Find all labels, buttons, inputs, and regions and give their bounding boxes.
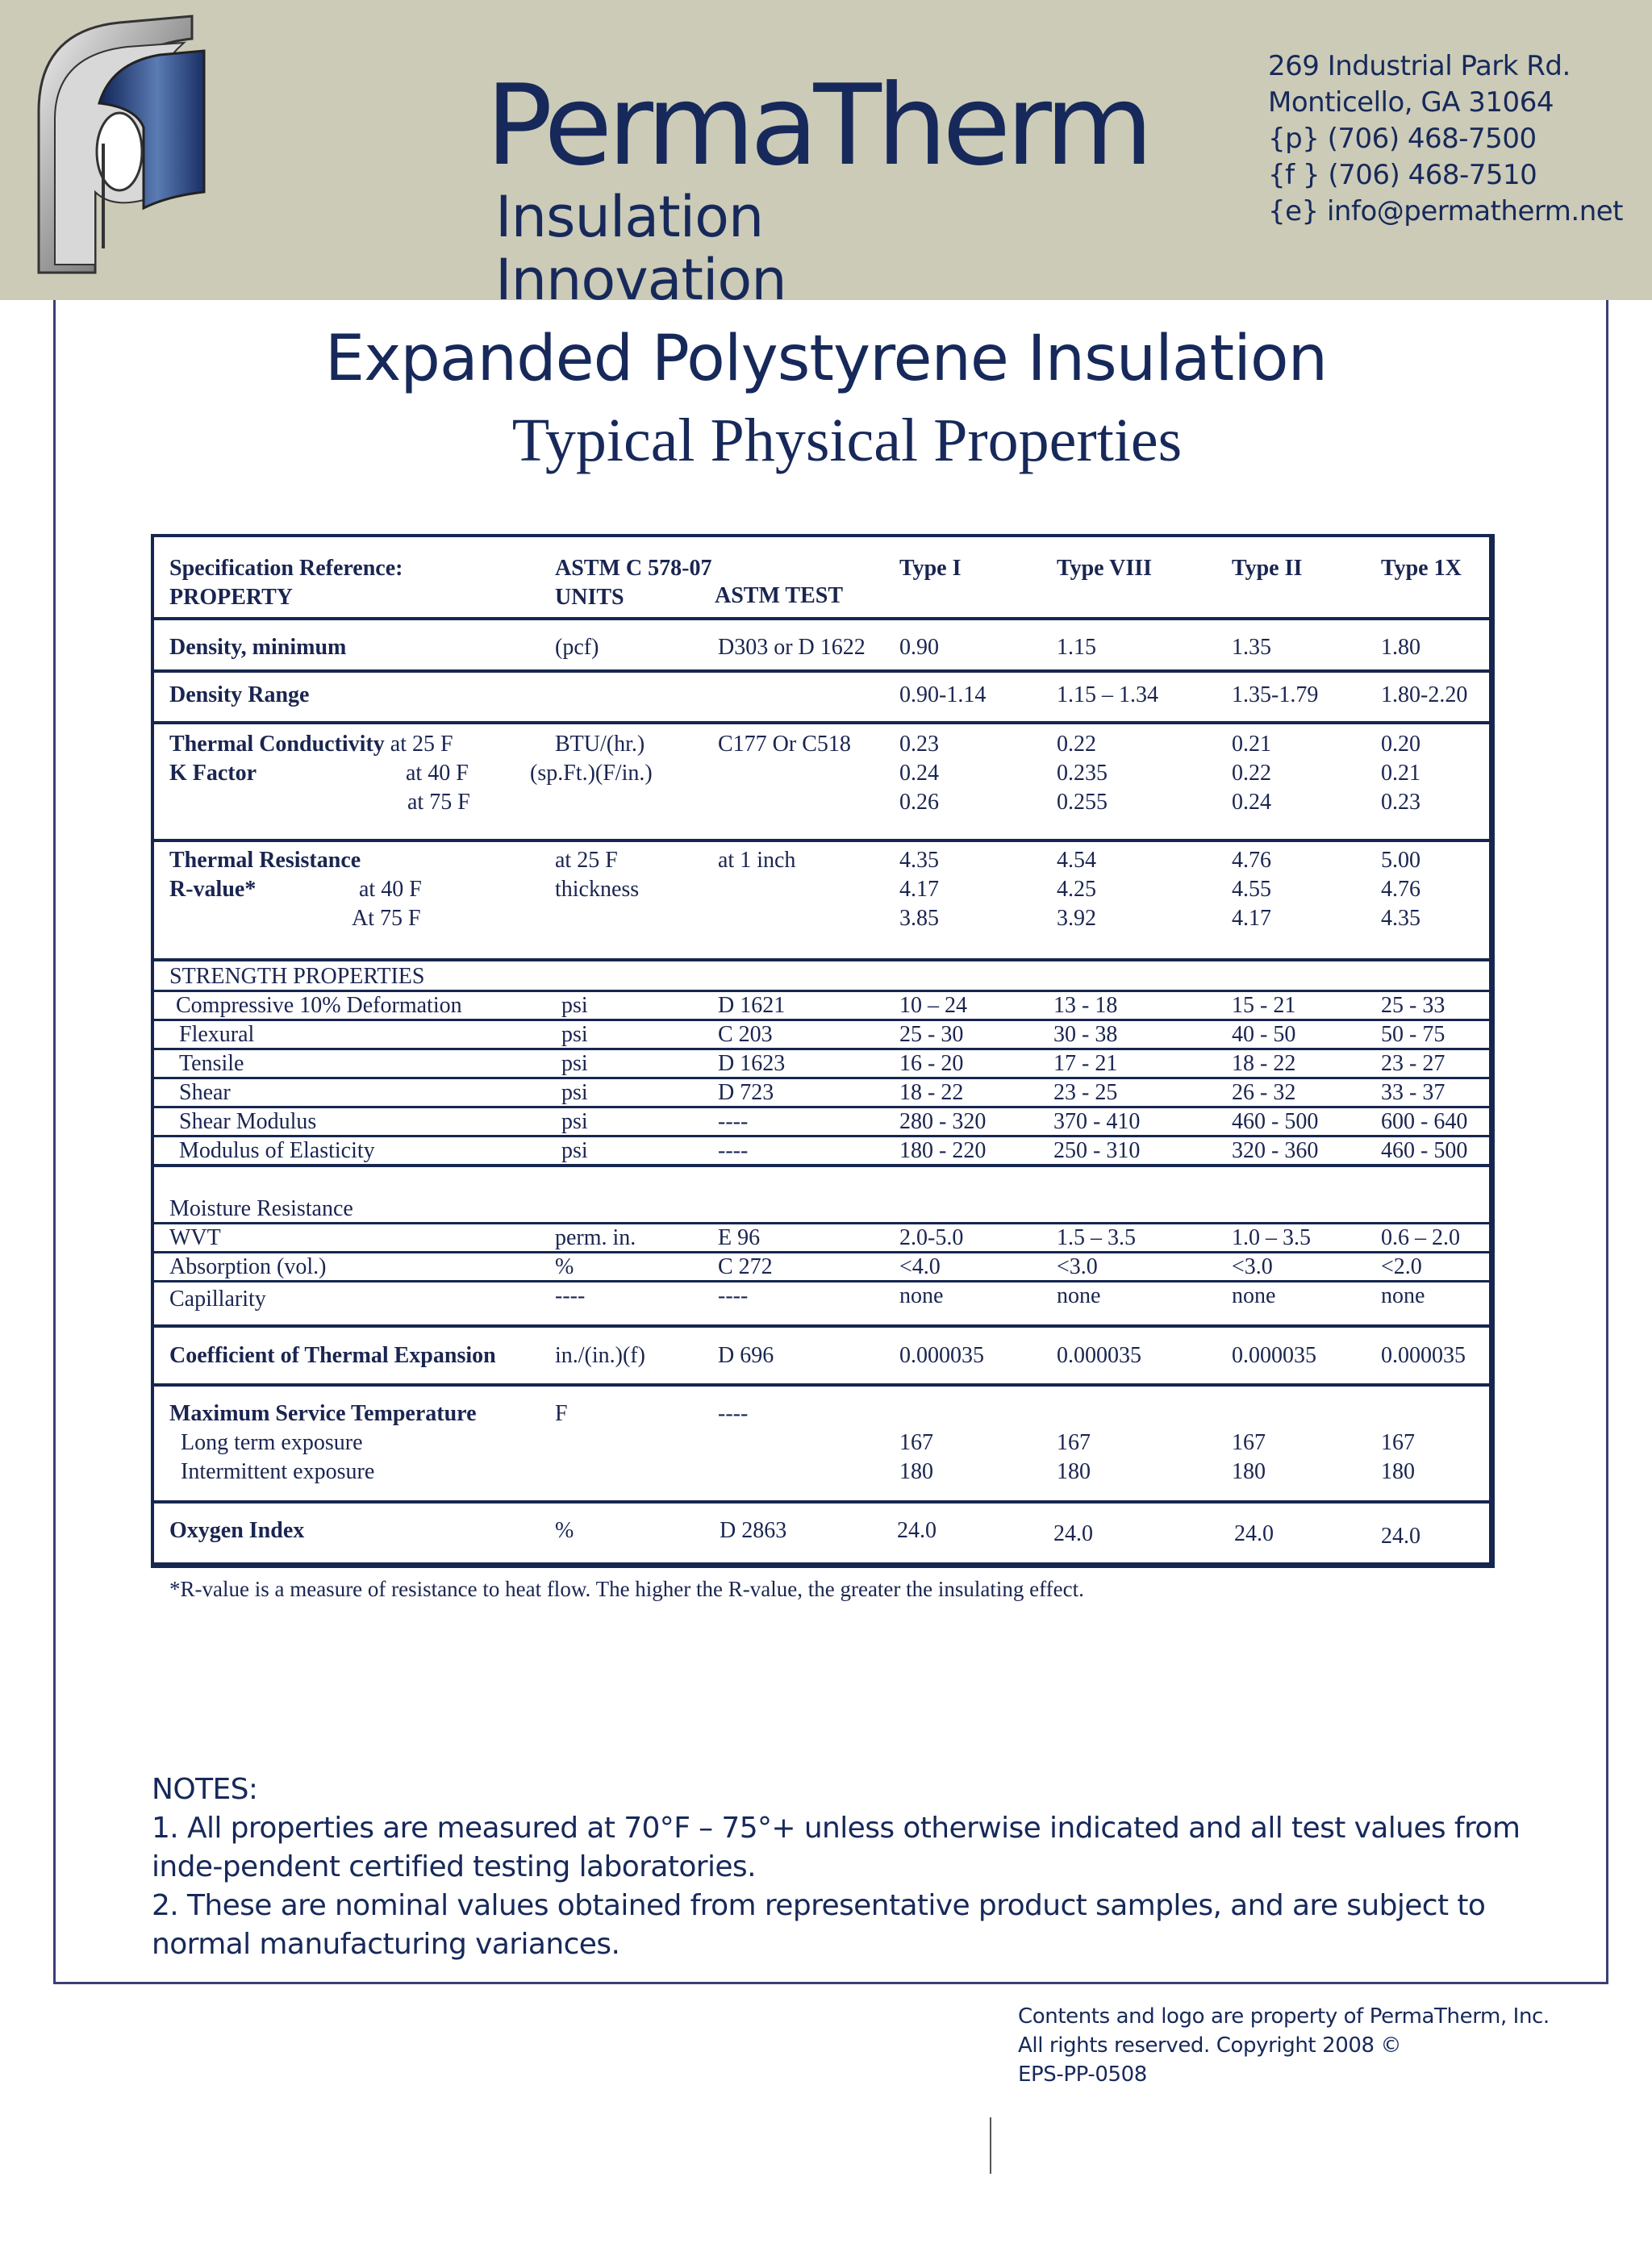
note-1: 1. All properties are measured at 70°F – 75°+ unless otherwise indicated and all test values from inde-pendent certified testing laboratories. (152, 1812, 1521, 1883)
table-divider (151, 617, 1495, 620)
moisture-row-type8: <3.0 (1057, 1254, 1098, 1279)
max-temp-label: Maximum Service Temperature (169, 1401, 477, 1426)
type-1x-header: Type 1X (1381, 556, 1462, 581)
tr-25-type1: 4.35 (899, 848, 939, 873)
moisture-row-units: ---- (555, 1283, 586, 1308)
strength-row-type2: 40 - 50 (1232, 1022, 1296, 1047)
strength-row-type8: 250 - 310 (1053, 1138, 1141, 1163)
table-divider (151, 669, 1495, 673)
thermal-conductivity-units-1: BTU/(hr.) (555, 732, 645, 757)
notes-heading: NOTES: (152, 1773, 258, 1806)
thermal-expansion-type1x: 0.000035 (1381, 1343, 1466, 1368)
density-min-test: D303 or D 1622 (718, 635, 866, 660)
page-header (0, 0, 1652, 313)
density-min-type2: 1.35 (1232, 635, 1271, 660)
density-range-type1: 0.90-1.14 (899, 682, 987, 707)
strength-row-type2: 18 - 22 (1232, 1051, 1296, 1076)
table-divider (151, 1324, 1495, 1328)
long-term-type1: 167 (899, 1430, 933, 1455)
moisture-row-type2: none (1232, 1283, 1276, 1308)
brand-tagline: Insulation Innovation (495, 184, 786, 313)
strength-row-units: psi (561, 1080, 588, 1105)
strength-row-test: ---- (718, 1109, 749, 1134)
strength-row-label: Shear (179, 1080, 231, 1105)
density-min-label: Density, minimum (169, 635, 347, 660)
brand-block (484, 60, 1149, 313)
table-divider (151, 839, 1495, 842)
long-term-label: Long term exposure (181, 1430, 363, 1455)
thermal-resistance-temp-40: at 40 F (359, 877, 422, 902)
address-fax: {f } (706) 468-7510 (1268, 159, 1537, 191)
moisture-row-label: WVT (169, 1225, 221, 1250)
oxygen-index-label: Oxygen Index (169, 1518, 305, 1543)
type-2-header: Type II (1232, 556, 1303, 581)
strength-section-title: STRENGTH PROPERTIES (169, 964, 425, 989)
strength-row-type1: 25 - 30 (899, 1022, 964, 1047)
tc-40-type2: 0.22 (1232, 761, 1271, 786)
tr-25-type8: 4.54 (1057, 848, 1096, 873)
strength-row-units: psi (561, 1138, 588, 1163)
moisture-row-type8: 1.5 – 3.5 (1057, 1225, 1136, 1250)
strength-row-type1: 16 - 20 (899, 1051, 964, 1076)
strength-row-type2: 460 - 500 (1232, 1109, 1319, 1134)
oxygen-index-type1x: 24.0 (1381, 1524, 1420, 1549)
tr-25-type1x: 5.00 (1381, 848, 1420, 873)
permatherm-logo-icon (23, 6, 216, 281)
tr-75-type8: 3.92 (1057, 906, 1096, 931)
address-city: Monticello, GA 31064 (1268, 86, 1554, 119)
astm-spec-label: ASTM C 578-07 (555, 556, 712, 581)
density-min-type8: 1.15 (1057, 635, 1096, 660)
strength-row-type1x: 25 - 33 (1381, 993, 1446, 1018)
tc-25-type1: 0.23 (899, 732, 939, 757)
moisture-row-test: ---- (718, 1283, 749, 1308)
intermittent-type2: 180 (1232, 1459, 1266, 1484)
k-factor-label: K Factor (169, 761, 257, 786)
tr-75-type1: 3.85 (899, 906, 939, 931)
thermal-expansion-units: in./(in.)(f) (555, 1343, 645, 1368)
strength-row-type1: 180 - 220 (899, 1138, 987, 1163)
document-code: EPS-PP-0508 (1018, 2062, 1147, 2087)
note-2: 2. These are nominal values obtained from representative product samples, and are subject to normal manufacturing variances. (152, 1889, 1486, 1961)
tc-75-type2: 0.24 (1232, 790, 1271, 815)
long-term-type1x: 167 (1381, 1430, 1415, 1455)
max-temp-test: ---- (718, 1401, 749, 1426)
intermittent-type1: 180 (899, 1459, 933, 1484)
strength-row-label: Modulus of Elasticity (179, 1138, 375, 1163)
thermal-resistance-units-2: thickness (555, 877, 640, 902)
tc-75-type1x: 0.23 (1381, 790, 1420, 815)
strength-row-label: Flexural (179, 1022, 255, 1047)
thermal-conductivity-test: C177 Or C518 (718, 732, 851, 757)
oxygen-index-type8: 24.0 (1053, 1521, 1093, 1546)
thermal-conductivity-temp-75: at 75 F (407, 790, 470, 815)
strength-row-type8: 370 - 410 (1053, 1109, 1141, 1134)
address-phone: {p} (706) 468-7500 (1268, 123, 1537, 155)
moisture-row-test: E 96 (718, 1225, 761, 1250)
strength-row-label: Shear Modulus (179, 1109, 317, 1134)
strength-row-type1x: 460 - 500 (1381, 1138, 1468, 1163)
strength-row-type1: 10 – 24 (899, 993, 967, 1018)
moisture-row-test: C 272 (718, 1254, 773, 1279)
thermal-expansion-type1: 0.000035 (899, 1343, 984, 1368)
strength-row-label: Compressive 10% Deformation (176, 993, 462, 1018)
units-header: UNITS (555, 585, 624, 610)
strength-row-type8: 17 - 21 (1053, 1051, 1118, 1076)
density-min-units: (pcf) (555, 635, 599, 660)
brand-name: PermaTherm (486, 60, 1149, 190)
long-term-type2: 167 (1232, 1430, 1266, 1455)
strength-row-type1x: 23 - 27 (1381, 1051, 1446, 1076)
type-8-header: Type VIII (1057, 556, 1153, 581)
thermal-expansion-type8: 0.000035 (1057, 1343, 1141, 1368)
thermal-resistance-units-1: at 25 F (555, 848, 618, 873)
strength-row-type2: 26 - 32 (1232, 1080, 1296, 1105)
astm-test-header: ASTM TEST (715, 583, 843, 608)
tc-75-type8: 0.255 (1057, 790, 1108, 815)
moisture-row-units: % (555, 1254, 574, 1279)
type-1-header: Type I (899, 556, 962, 581)
thermal-expansion-type2: 0.000035 (1232, 1343, 1316, 1368)
tr-40-type2: 4.55 (1232, 877, 1271, 902)
page-title: Expanded Polystyrene Insulation (324, 323, 1328, 395)
copyright-line: Contents and logo are property of PermaTherm, Inc. (1018, 2004, 1550, 2029)
strength-row-units: psi (561, 1051, 588, 1076)
density-range-type8: 1.15 – 1.34 (1057, 682, 1158, 707)
thermal-conductivity-label: Thermal Conductivity at 25 F (169, 732, 453, 757)
tc-40-type1x: 0.21 (1381, 761, 1420, 786)
density-range-type1x: 1.80-2.20 (1381, 682, 1468, 707)
table-divider (151, 958, 1495, 961)
thermal-conductivity-units-2: (sp.Ft.)(F/in.) (530, 761, 653, 786)
thermal-expansion-label: Coefficient of Thermal Expansion (169, 1343, 496, 1368)
copyright-block (1018, 2002, 1550, 2089)
tr-75-type1x: 4.35 (1381, 906, 1420, 931)
moisture-row-type1x: none (1381, 1283, 1425, 1308)
moisture-row-label: Capillarity (169, 1287, 266, 1312)
strength-row-test: D 723 (718, 1080, 774, 1105)
strength-row-test: D 1623 (718, 1051, 786, 1076)
table-divider (151, 721, 1495, 724)
moisture-row-label: Absorption (vol.) (169, 1254, 327, 1279)
strength-row-type8: 30 - 38 (1053, 1022, 1118, 1047)
strength-row-type8: 23 - 25 (1053, 1080, 1118, 1105)
max-temp-units: F (555, 1401, 568, 1426)
moisture-row-type1: 2.0-5.0 (899, 1225, 964, 1250)
oxygen-index-type2: 24.0 (1234, 1521, 1274, 1546)
density-range-type2: 1.35-1.79 (1232, 682, 1319, 707)
property-header: PROPERTY (169, 585, 294, 610)
density-range-label: Density Range (169, 682, 310, 707)
table-divider (151, 1280, 1495, 1282)
strength-row-test: D 1621 (718, 993, 786, 1018)
r-value-label: R-value* (169, 877, 257, 902)
copyright-line: All rights reserved. Copyright 2008 © (1018, 2033, 1402, 2058)
moisture-row-type2: <3.0 (1232, 1254, 1273, 1279)
moisture-row-type8: none (1057, 1283, 1101, 1308)
strength-row-units: psi (561, 993, 588, 1018)
thermal-resistance-temp-75: At 75 F (352, 906, 421, 931)
density-min-type1: 0.90 (899, 635, 939, 660)
table-divider (151, 1500, 1495, 1504)
thermal-conductivity-temp-40: at 40 F (406, 761, 469, 786)
tc-75-type1: 0.26 (899, 790, 939, 815)
strength-row-label: Tensile (179, 1051, 244, 1076)
long-term-type8: 167 (1057, 1430, 1091, 1455)
intermittent-label: Intermittent exposure (181, 1459, 375, 1484)
moisture-row-type1x: 0.6 – 2.0 (1381, 1225, 1460, 1250)
tr-40-type8: 4.25 (1057, 877, 1096, 902)
strength-row-units: psi (561, 1022, 588, 1047)
tr-40-type1x: 4.76 (1381, 877, 1420, 902)
thermal-expansion-test: D 696 (718, 1343, 774, 1368)
spec-ref-label: Specification Reference: (169, 556, 403, 581)
tr-25-type2: 4.76 (1232, 848, 1271, 873)
oxygen-index-type1: 24.0 (897, 1518, 937, 1543)
tc-40-type1: 0.24 (899, 761, 939, 786)
strength-row-test: ---- (718, 1138, 749, 1163)
tr-75-type2: 4.17 (1232, 906, 1271, 931)
moisture-row-type1: <4.0 (899, 1254, 941, 1279)
notes-section (152, 1770, 1539, 1964)
strength-row-type2: 320 - 360 (1232, 1138, 1319, 1163)
moisture-row-type1x: <2.0 (1381, 1254, 1422, 1279)
tc-25-type2: 0.21 (1232, 732, 1271, 757)
thermal-resistance-test: at 1 inch (718, 848, 796, 873)
r-value-footnote: *R-value is a measure of resistance to heat flow. The higher the R-value, the greater the insulating effect. (169, 1577, 1084, 1601)
moisture-section-title: Moisture Resistance (169, 1196, 353, 1221)
strength-row-type2: 15 - 21 (1232, 993, 1296, 1018)
strength-row-type1x: 600 - 640 (1381, 1109, 1468, 1134)
tc-40-type8: 0.235 (1057, 761, 1108, 786)
address-street: 269 Industrial Park Rd. (1268, 50, 1571, 82)
page-subtitle: Typical Physical Properties (511, 407, 1183, 474)
strength-row-type8: 13 - 18 (1053, 993, 1118, 1018)
moisture-row-units: perm. in. (555, 1225, 636, 1250)
moisture-row-type1: none (899, 1283, 944, 1308)
strength-row-type1x: 33 - 37 (1381, 1080, 1446, 1105)
strength-row-test: C 203 (718, 1022, 773, 1047)
density-min-type1x: 1.80 (1381, 635, 1420, 660)
strength-row-type1x: 50 - 75 (1381, 1022, 1446, 1047)
tc-25-type8: 0.22 (1057, 732, 1096, 757)
company-address (1268, 48, 1623, 230)
address-email[interactable]: {e} info@permatherm.net (1268, 195, 1623, 227)
oxygen-index-test: D 2863 (720, 1518, 787, 1543)
oxygen-index-units: % (555, 1518, 574, 1543)
thermal-resistance-label: Thermal Resistance (169, 848, 361, 873)
intermittent-type8: 180 (1057, 1459, 1091, 1484)
strength-row-type1: 18 - 22 (899, 1080, 964, 1105)
strength-row-type1: 280 - 320 (899, 1109, 987, 1134)
strength-row-units: psi (561, 1109, 588, 1134)
moisture-row-type2: 1.0 – 3.5 (1232, 1225, 1311, 1250)
tc-25-type1x: 0.20 (1381, 732, 1420, 757)
tr-40-type1: 4.17 (899, 877, 939, 902)
intermittent-type1x: 180 (1381, 1459, 1415, 1484)
divider-mark (990, 2117, 991, 2174)
table-divider (151, 1383, 1495, 1387)
